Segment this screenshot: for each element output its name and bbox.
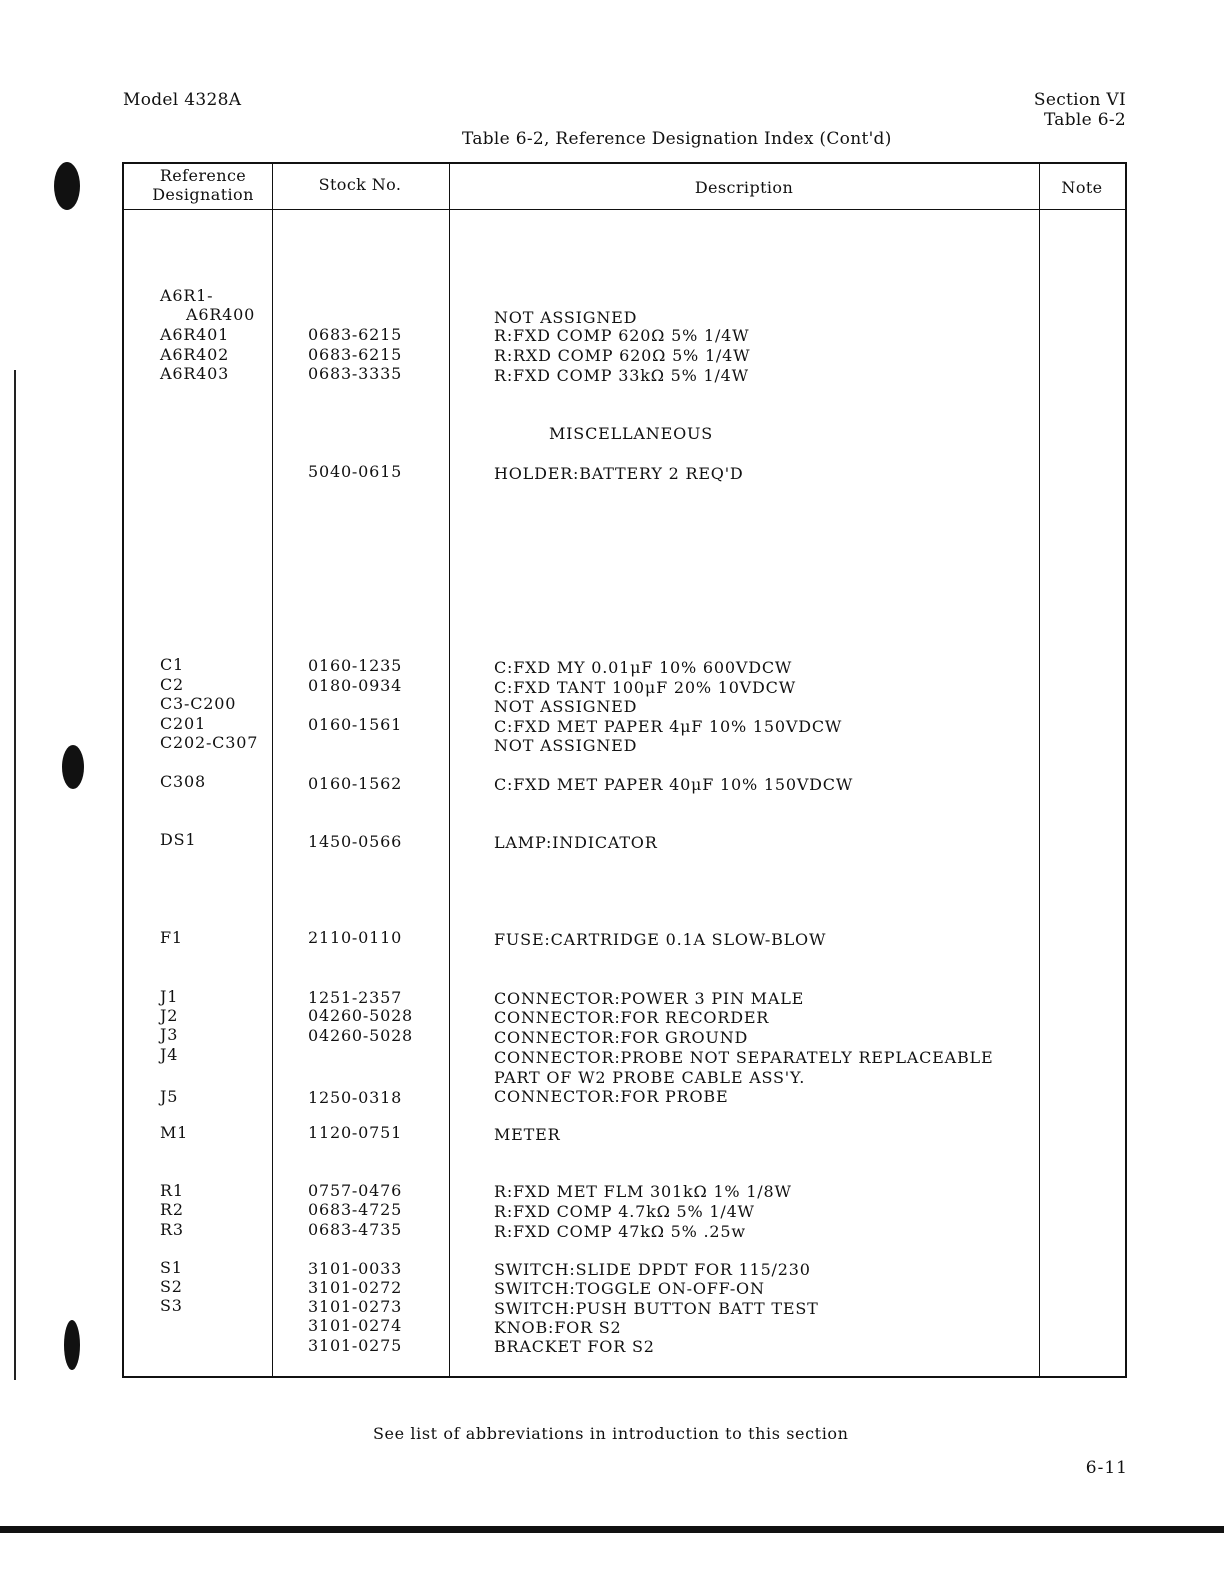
stock-cell: 0683-4735: [308, 1220, 403, 1239]
desc-cell: KNOB:FOR S2: [494, 1318, 622, 1337]
ref-cell: J3: [160, 1025, 179, 1044]
desc-cell: R:FXD COMP 47kΩ 5% .25w: [494, 1222, 746, 1241]
ref-cell: J1: [160, 987, 179, 1006]
stock-cell: 0180-0934: [308, 676, 403, 695]
desc-cell: R:FXD COMP 33kΩ 5% 1/4W: [494, 366, 749, 385]
stock-cell: 1120-0751: [308, 1123, 403, 1142]
section-heading-miscellaneous: MISCELLANEOUS: [549, 424, 714, 443]
header-divider: [124, 209, 1125, 210]
stock-cell: 3101-0033: [308, 1259, 403, 1278]
ref-cell: R2: [160, 1200, 184, 1219]
desc-cell: CONNECTOR:FOR GROUND: [494, 1028, 749, 1047]
desc-cell: R:FXD COMP 620Ω 5% 1/4W: [494, 326, 750, 345]
stock-cell: 3101-0272: [308, 1278, 403, 1297]
ref-cell: C3-C200: [160, 694, 237, 713]
col-divider: [1039, 164, 1040, 1376]
stock-cell: 0683-3335: [308, 364, 403, 383]
ref-cell: S3: [160, 1296, 183, 1315]
col-header-reference: [124, 166, 282, 204]
ref-cell: A6R401: [160, 325, 230, 344]
ref-cell: J2: [160, 1006, 179, 1025]
punch-hole-mark: [62, 745, 84, 789]
ref-cell: C308: [160, 772, 206, 791]
desc-cell: SWITCH:TOGGLE ON-OFF-ON: [494, 1279, 765, 1298]
desc-cell: CONNECTOR:FOR PROBE: [494, 1087, 729, 1106]
desc-cell: CONNECTOR:POWER 3 PIN MALE: [494, 989, 805, 1008]
ref-cell: A6R400: [186, 305, 256, 324]
punch-hole-mark: [54, 162, 80, 210]
stock-cell: 1251-2357: [308, 988, 403, 1007]
col-header-reference-line1: Reference: [159, 166, 247, 185]
desc-cell: METER: [494, 1125, 561, 1144]
desc-cell: SWITCH:PUSH BUTTON BATT TEST: [494, 1299, 819, 1318]
stock-cell: 3101-0275: [308, 1336, 403, 1355]
ref-cell: C201: [160, 714, 206, 733]
ref-cell: C1: [160, 655, 185, 674]
ref-cell: M1: [160, 1123, 189, 1142]
ref-cell: S2: [160, 1277, 183, 1296]
desc-cell: CONNECTOR:PROBE NOT SEPARATELY REPLACEABLE: [494, 1048, 994, 1067]
desc-cell: PART OF W2 PROBE CABLE ASS'Y.: [494, 1068, 806, 1087]
desc-cell: NOT ASSIGNED: [494, 308, 638, 327]
desc-cell: C:FXD TANT 100μF 20% 10VDCW: [494, 678, 796, 697]
col-divider: [449, 164, 450, 1376]
stock-cell: 2110-0110: [308, 928, 403, 947]
desc-cell: R:RXD COMP 620Ω 5% 1/4W: [494, 346, 751, 365]
col-header-stock: Stock No.: [318, 175, 402, 194]
scan-edge-line: [14, 370, 16, 1380]
bottom-scan-bar: [0, 1526, 1224, 1533]
stock-cell: 1450-0566: [308, 832, 403, 851]
section-label: Section VI: [1033, 90, 1126, 110]
stock-cell: 3101-0274: [308, 1316, 403, 1335]
stock-cell: 0683-4725: [308, 1200, 403, 1219]
stock-cell: 0683-6215: [308, 345, 403, 364]
table-title: Table 6-2, Reference Designation Index (Cont'd): [462, 129, 892, 149]
stock-cell: 3101-0273: [308, 1297, 403, 1316]
desc-cell: R:FXD MET FLM 301kΩ 1% 1/8W: [494, 1182, 792, 1201]
stock-cell: 04260-5028: [308, 1006, 414, 1025]
model-label: Model 4328A: [123, 90, 242, 110]
ref-cell: R1: [160, 1181, 184, 1200]
ref-cell: A6R1-: [160, 286, 214, 305]
desc-cell: R:FXD COMP 4.7kΩ 5% 1/4W: [494, 1202, 755, 1221]
ref-cell: C202-C307: [160, 733, 259, 752]
stock-cell: 0683-6215: [308, 325, 403, 344]
desc-cell: FUSE:CARTRIDGE 0.1A SLOW-BLOW: [494, 930, 827, 949]
ref-cell: J5: [160, 1087, 179, 1106]
ref-cell: F1: [160, 928, 183, 947]
ref-cell: DS1: [160, 830, 197, 849]
ref-cell: C2: [160, 675, 185, 694]
ref-cell: A6R402: [160, 345, 230, 364]
desc-cell: NOT ASSIGNED: [494, 736, 638, 755]
stock-cell: 04260-5028: [308, 1026, 414, 1045]
ref-cell: R3: [160, 1220, 184, 1239]
stock-cell: 1250-0318: [308, 1088, 403, 1107]
stock-cell: 0160-1562: [308, 774, 403, 793]
stock-cell: 5040-0615: [308, 462, 403, 481]
desc-cell: C:FXD MET PAPER 4μF 10% 150VDCW: [494, 717, 843, 736]
page-number: 6-11: [1085, 1458, 1128, 1478]
punch-hole-mark: [64, 1320, 80, 1370]
stock-cell: 0160-1561: [308, 715, 403, 734]
desc-cell: C:FXD MY 0.01μF 10% 600VDCW: [494, 658, 793, 677]
desc-cell: NOT ASSIGNED: [494, 697, 638, 716]
stock-cell: 0160-1235: [308, 656, 403, 675]
desc-cell: C:FXD MET PAPER 40μF 10% 150VDCW: [494, 775, 854, 794]
table-ref-label: Table 6-2: [1043, 110, 1126, 130]
desc-cell: LAMP:INDICATOR: [494, 833, 658, 852]
desc-cell: CONNECTOR:FOR RECORDER: [494, 1008, 770, 1027]
ref-cell: J4: [160, 1045, 179, 1064]
desc-cell: HOLDER:BATTERY 2 REQ'D: [494, 464, 744, 483]
col-header-description: Description: [694, 178, 794, 197]
abbreviations-footnote: See list of abbreviations in introduction to this section: [373, 1424, 849, 1443]
ref-cell: S1: [160, 1258, 183, 1277]
desc-cell: SWITCH:SLIDE DPDT FOR 115/230: [494, 1260, 811, 1279]
stock-cell: 0757-0476: [308, 1181, 403, 1200]
col-divider: [272, 164, 273, 1376]
col-header-note: Note: [1061, 178, 1103, 197]
col-header-reference-line2: Designation: [152, 185, 254, 204]
desc-cell: BRACKET FOR S2: [494, 1337, 655, 1356]
ref-cell: A6R403: [160, 364, 230, 383]
